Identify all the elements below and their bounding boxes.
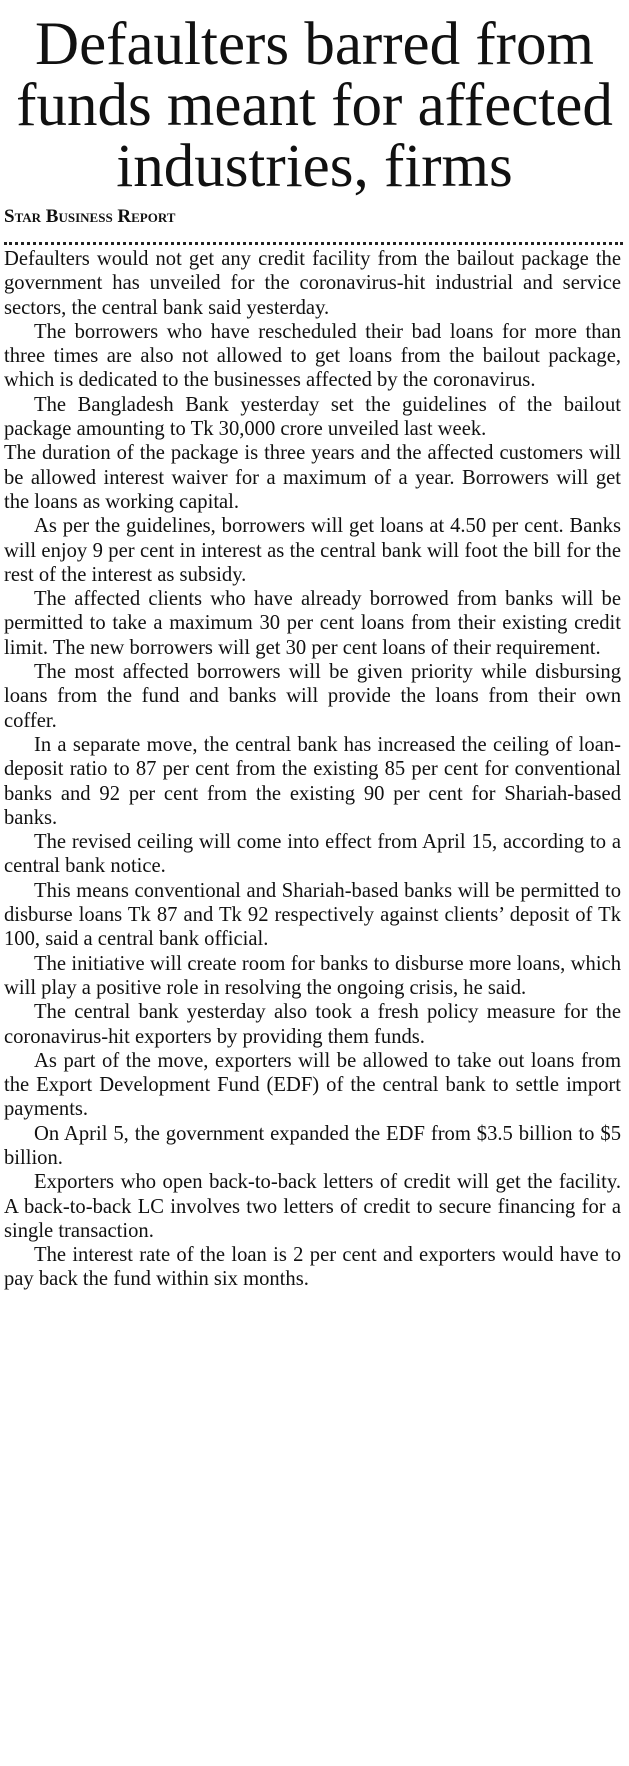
paragraph: The Bangladesh Bank yesterday set the guidelines of the bailout package amounting to Tk 30,000 crore unveiled last week. — [4, 393, 621, 441]
headline: Defaulters barred from funds meant for affected industries, firms — [16, 11, 613, 200]
paragraph: The affected clients who have already borrowed from banks will be permitted to take a maximum 30 per cent loans from their existing credit limit. The new borrowers will get 30 per cent loans of their requirement. — [4, 588, 621, 659]
paragraph: As part of the move, exporters will be allowed to take out loans from the Export Development Fund (EDF) of the central bank to settle import payments. — [4, 1049, 621, 1121]
paragraph: The central bank yesterday also took a fresh policy measure for the coronavirus-hit exporters by providing them funds. — [4, 1001, 621, 1048]
paragraph: Exporters who open back-to-back letters of credit will get the facility. A back-to-back LC involves two letters of credit to secure financing for a single transaction. — [4, 1171, 621, 1242]
paragraph: As per the guidelines, borrowers will get loans at 4.50 per cent. Banks will enjoy 9 per cent in interest as the central bank will foot the bill for the rest of the interest as subsidy. — [4, 515, 621, 586]
article-body — [4, 247, 621, 1292]
dotted-divider — [4, 230, 623, 245]
byline: Star Business Report — [4, 206, 176, 227]
paragraph: The duration of the package is three years and the affected customers will be allowed interest waiver for a maximum of a year. Borrowers will get the loans as working capital. — [4, 442, 621, 513]
paragraph: The most affected borrowers will be given priority while disbursing loans from the fund and banks will provide the loans from their own coffer. — [4, 661, 621, 732]
paragraph: The borrowers who have rescheduled their bad loans for more than three times are also not allowed to get loans from the bailout package, which is dedicated to the businesses affected by the coronavirus. — [4, 320, 621, 392]
paragraph: The revised ceiling will come into effect from April 15, according to a central bank notice. — [4, 831, 621, 878]
paragraph: Defaulters would not get any credit facility from the bailout package the government has unveiled for the coronavirus-hit industrial and service sectors, the central bank said yesterday. — [4, 248, 621, 319]
paragraph: On April 5, the government expanded the EDF from $3.5 billion to $5 billion. — [4, 1122, 621, 1169]
paragraph: The initiative will create room for banks to disburse more loans, which will play a positive role in resolving the ongoing crisis, he said. — [4, 952, 621, 999]
paragraph: In a separate move, the central bank has increased the ceiling of loan-deposit ratio to 87 per cent from the existing 85 per cent for conventional banks and 92 per cent from the existing 90 per cent for Shariah-based banks. — [4, 733, 621, 829]
paragraph: The interest rate of the loan is 2 per cent and exporters would have to pay back the fund within six months. — [4, 1244, 621, 1291]
paragraph: This means conventional and Shariah-based banks will be permitted to disburse loans Tk 87 and Tk 92 respectively against clients’ deposit of Tk 100, said a central bank official. — [4, 879, 621, 951]
